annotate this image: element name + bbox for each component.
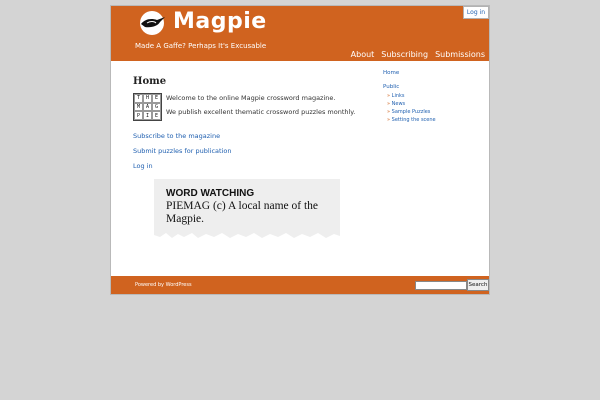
logo-letter: G: [152, 103, 161, 112]
subscribe-link[interactable]: Subscribe to the magazine: [133, 132, 221, 140]
site-header: [111, 6, 489, 61]
magazine-grid-logo: [133, 93, 162, 121]
login-link[interactable]: Log in: [133, 162, 153, 170]
nav-submissions[interactable]: Submissions: [435, 50, 485, 59]
login-link-top[interactable]: Log in: [463, 6, 489, 19]
magpie-bird-icon[interactable]: [135, 11, 169, 35]
logo-letter: T: [134, 94, 143, 103]
logo-letter: H: [143, 94, 152, 103]
clipping-heading: WORD WATCHING: [166, 188, 255, 199]
site-footer: [111, 276, 489, 294]
page-title: Home: [133, 76, 167, 87]
nav-about[interactable]: About: [350, 50, 375, 59]
sidebar-item-setting-the-scene[interactable]: » Setting the scene: [387, 116, 483, 124]
site-tagline: Made A Gaffe? Perhaps It's Excusable: [135, 42, 267, 50]
intro-publish-text: We publish excellent thematic crossword puzzles monthly.: [166, 108, 356, 116]
sidebar-item-public[interactable]: Public: [383, 84, 400, 90]
sidebar-item-sample-puzzles[interactable]: » Sample Puzzles: [387, 108, 483, 116]
powered-by-text: Powered by WordPress: [135, 282, 192, 288]
sidebar-item-news[interactable]: » News: [387, 100, 483, 108]
main-content: [133, 76, 358, 225]
sidebar: [383, 70, 483, 124]
page-wrapper: [110, 5, 490, 295]
search-button[interactable]: Search: [467, 279, 489, 291]
main-navigation: [351, 50, 485, 59]
sidebar-item-links[interactable]: » Links: [387, 92, 483, 100]
submit-puzzles-link[interactable]: Submit puzzles for publication: [133, 147, 232, 155]
sidebar-item-home[interactable]: Home: [383, 70, 400, 76]
sidebar-sublist: [387, 92, 483, 124]
intro-block: [133, 93, 358, 125]
logo-letter: I: [143, 111, 152, 120]
intro-welcome-text: Welcome to the online Magpie crossword magazine.: [166, 94, 336, 102]
search-input[interactable]: [415, 281, 467, 290]
logo-letter: E: [152, 111, 161, 120]
site-title[interactable]: Magpie: [173, 9, 267, 34]
nav-subscribing[interactable]: Subscribing: [381, 50, 429, 59]
logo-letter: A: [143, 103, 152, 112]
newspaper-clipping-image: [154, 179, 340, 239]
logo-letter: E: [152, 94, 161, 103]
clipping-body: PIEMAG (c) A local name of the Magpie.: [166, 200, 319, 225]
logo-letter: M: [134, 103, 143, 112]
logo-letter: P: [134, 111, 143, 120]
sidebar-group-public: [383, 84, 483, 124]
